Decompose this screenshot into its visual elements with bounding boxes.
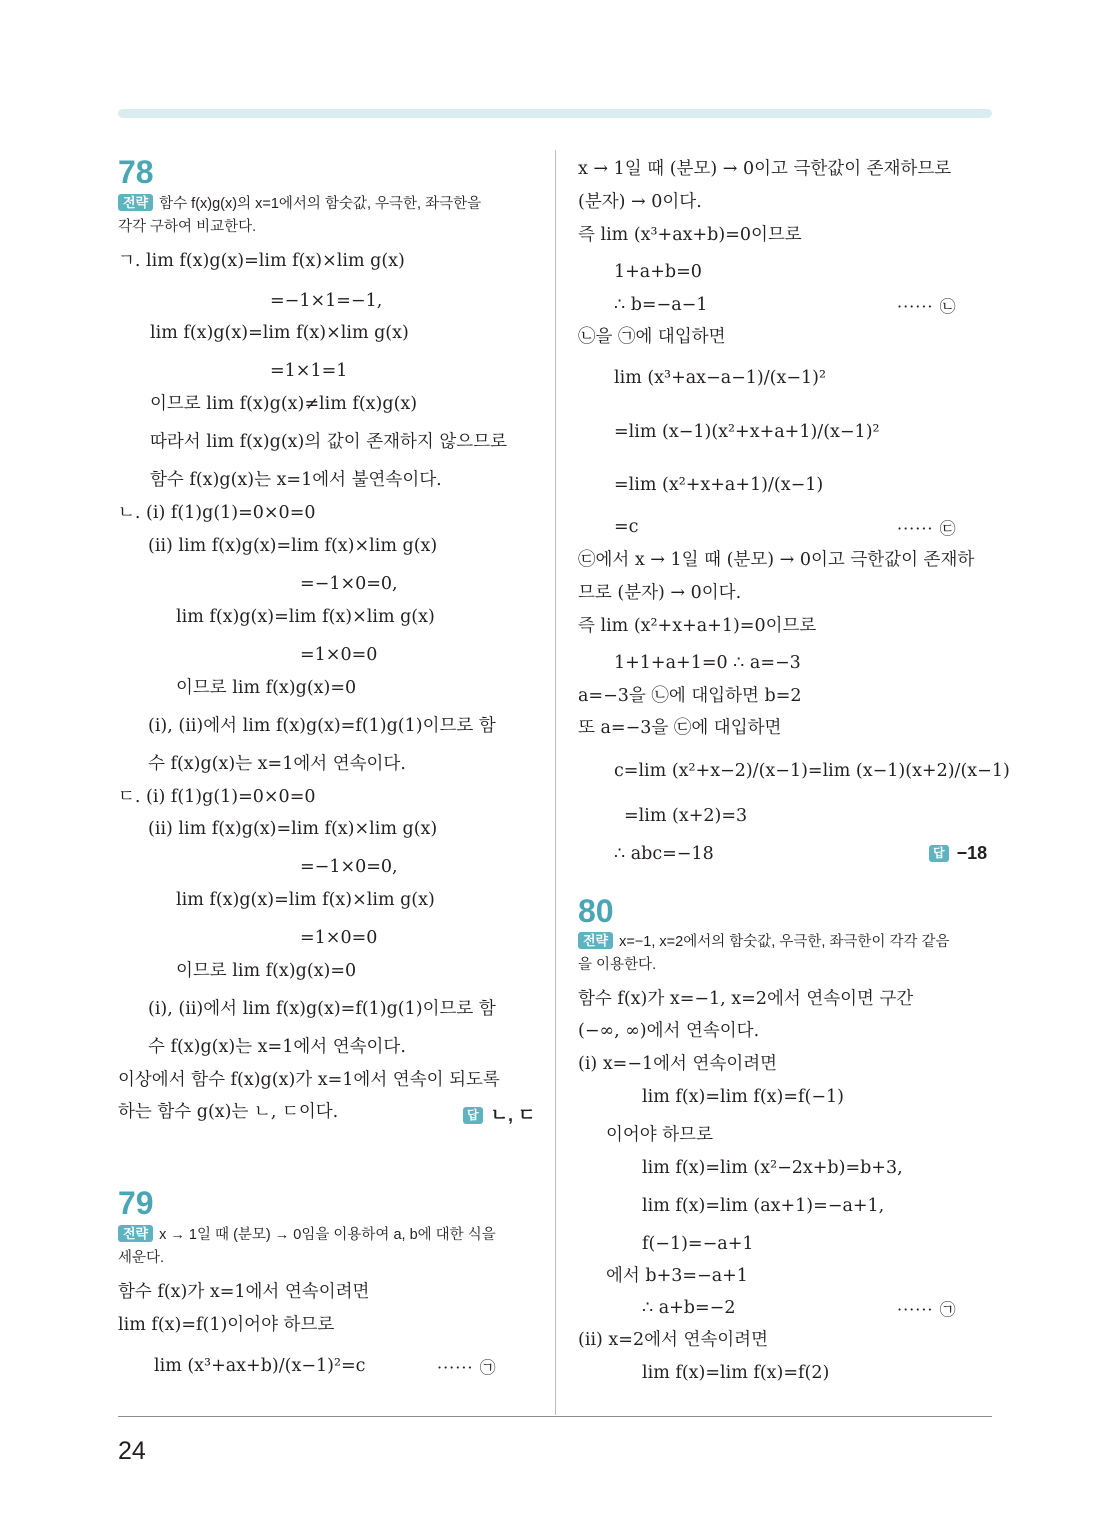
strategy-tag: 전략	[118, 1225, 153, 1242]
p78-line: (ⅰ), (ⅱ)에서 lim f(x)g(x)=f(1)g(1)이므로 함	[148, 716, 496, 736]
p80-line: 에서 b+3=−a+1	[606, 1266, 748, 1286]
page-number: 24	[118, 1437, 146, 1465]
p79-line: 1+1+a+1=0 ∴ a=−3	[614, 653, 801, 673]
equation-marker: ······ ㉢	[897, 519, 957, 538]
p79-line: a=−3을 ㉡에 대입하면 b=2	[578, 686, 802, 706]
p78-line: (ⅰ), (ⅱ)에서 lim f(x)g(x)=f(1)g(1)이므로 함	[148, 999, 496, 1019]
p80-line: (ⅰ) x=−1에서 연속이려면	[578, 1054, 778, 1074]
answer-badge: 답	[463, 1107, 483, 1124]
p78-line: 따라서 lim f(x)g(x)의 값이 존재하지 않으므로	[150, 432, 507, 452]
answer-text: ㄴ, ㄷ	[490, 1105, 536, 1125]
p79-line: lim (x³+ax+b)/(x−1)²=c	[154, 1356, 366, 1376]
problem-79-strategy-line-1	[118, 1225, 496, 1245]
p80-line: f(−1)=−a+1	[642, 1234, 754, 1254]
p78-line: 이상에서 함수 f(x)g(x)가 x=1에서 연속이 되도록	[118, 1070, 500, 1090]
equation-marker: ······ ㉡	[897, 297, 957, 316]
p79-line: 함수 f(x)가 x=1에서 연속이려면	[118, 1282, 370, 1302]
strategy-text: 함수 f(x)g(x)의 x=1에서의 함숫값, 우극한, 좌극한을	[159, 196, 482, 212]
column-divider	[555, 150, 556, 1415]
problem-79-number: 79	[118, 1185, 154, 1221]
p79-line: =lim (x²+x+a+1)/(x−1)	[614, 475, 824, 495]
problem-80-number: 80	[578, 893, 614, 929]
p80-line: 이어야 하므로	[606, 1125, 713, 1145]
p79-line: =c	[614, 517, 639, 537]
p78-line: 이므로 lim f(x)g(x)≠lim f(x)g(x)	[150, 394, 418, 414]
p79-line: c=lim (x²+x−2)/(x−1)=lim (x−1)(x+2)/(x−1)	[614, 761, 1010, 781]
p78-line: =1×0=0	[300, 645, 378, 665]
equation-marker: ······ ㉠	[437, 1358, 497, 1377]
p79-line: lim (x³+ax−a−1)/(x−1)²	[614, 368, 826, 388]
p79-line: 또 a=−3을 ㉢에 대입하면	[578, 718, 782, 738]
p78-line: =−1×1=−1,	[270, 291, 383, 311]
problem-80-strategy-line-1	[578, 932, 950, 952]
p80-line: lim f(x)=lim (ax+1)=−a+1,	[642, 1196, 885, 1216]
p80-line: ∴ a+b=−2	[642, 1298, 736, 1318]
p80-line: lim f(x)=lim f(x)=f(2)	[642, 1363, 830, 1383]
problem-78-strategy-line-2: 각각 구하여 비교한다.	[118, 219, 257, 235]
p79-answer	[929, 843, 987, 864]
header-bar	[118, 109, 992, 118]
p79-line: 즉 lim (x²+x+a+1)=0이므로	[578, 616, 817, 636]
p79-line: 므로 (분자) → 0이다.	[578, 583, 742, 603]
p80-line: (−∞, ∞)에서 연속이다.	[578, 1021, 760, 1041]
p79-line: ㉡을 ㉠에 대입하면	[578, 327, 726, 347]
equation-marker: ······ ㉠	[897, 1300, 957, 1319]
p78-line: 이므로 lim f(x)g(x)=0	[176, 678, 357, 698]
p80-line: (ⅱ) x=2에서 연속이려면	[578, 1330, 768, 1350]
p79-line: x → 1일 때 (분모) → 0이고 극한값이 존재하므로	[578, 159, 952, 179]
p78-line: =1×0=0	[300, 928, 378, 948]
p78-line: 하는 함수 g(x)는 ㄴ, ㄷ이다.	[118, 1102, 339, 1122]
p79-line: lim f(x)=f(1)이어야 하므로	[118, 1315, 335, 1335]
p78-line: 함수 f(x)g(x)는 x=1에서 불연속이다.	[150, 470, 442, 490]
problem-79-strategy-line-2: 세운다.	[118, 1250, 165, 1266]
p78-line: lim f(x)g(x)=lim f(x)×lim g(x)	[176, 607, 435, 627]
p79-line: (분자) → 0이다.	[578, 192, 702, 212]
problem-78-number: 78	[118, 154, 154, 190]
p80-line: lim f(x)=lim f(x)=f(−1)	[642, 1087, 844, 1107]
problem-80-strategy-line-2: 을 이용한다.	[578, 957, 657, 973]
p78-answer	[463, 1101, 535, 1127]
strategy-tag: 전략	[118, 194, 153, 211]
p78-line: (ⅱ) lim f(x)g(x)=lim f(x)×lim g(x)	[148, 819, 438, 839]
p78-line: (ⅱ) lim f(x)g(x)=lim f(x)×lim g(x)	[148, 536, 438, 556]
footer-rule	[118, 1416, 992, 1417]
p79-line: ㉢에서 x → 1일 때 (분모) → 0이고 극한값이 존재하	[578, 550, 975, 570]
p79-line: ∴ abc=−18	[614, 844, 714, 864]
p78-line: =1×1=1	[270, 361, 348, 381]
p79-line: 1+a+b=0	[614, 262, 702, 282]
p79-line: =lim (x−1)(x²+x+a+1)/(x−1)²	[614, 422, 880, 442]
strategy-text: x=−1, x=2에서의 함숫값, 우극한, 좌극한이 각각 같음	[619, 934, 950, 950]
p80-line: 함수 f(x)가 x=−1, x=2에서 연속이면 구간	[578, 989, 914, 1009]
problem-78-strategy-line-1	[118, 194, 481, 214]
strategy-text: x → 1일 때 (분모) → 0임을 이용하여 a, b에 대한 식을	[159, 1227, 496, 1243]
answer-badge: 답	[929, 845, 949, 862]
p79-line: 즉 lim (x³+ax+b)=0이므로	[578, 225, 802, 245]
strategy-tag: 전략	[578, 932, 613, 949]
p78-line: ㄱ. lim f(x)g(x)=lim f(x)×lim g(x)	[118, 251, 405, 271]
p78-line: =−1×0=0,	[300, 857, 398, 877]
p78-line: 수 f(x)g(x)는 x=1에서 연속이다.	[148, 1037, 406, 1057]
p80-line: lim f(x)=lim (x²−2x+b)=b+3,	[642, 1158, 903, 1178]
p79-line: =lim (x+2)=3	[624, 806, 748, 826]
p78-line: 이므로 lim f(x)g(x)=0	[176, 961, 357, 981]
p78-line: lim f(x)g(x)=lim f(x)×lim g(x)	[150, 323, 409, 343]
p78-line: =−1×0=0,	[300, 574, 398, 594]
p78-line: lim f(x)g(x)=lim f(x)×lim g(x)	[176, 890, 435, 910]
p78-line: 수 f(x)g(x)는 x=1에서 연속이다.	[148, 754, 406, 774]
p78-line: ㄷ. (ⅰ) f(1)g(1)=0×0=0	[118, 787, 316, 807]
p79-line: ∴ b=−a−1	[614, 295, 708, 315]
answer-text: −18	[956, 843, 988, 863]
p78-line: ㄴ. (ⅰ) f(1)g(1)=0×0=0	[118, 503, 316, 523]
